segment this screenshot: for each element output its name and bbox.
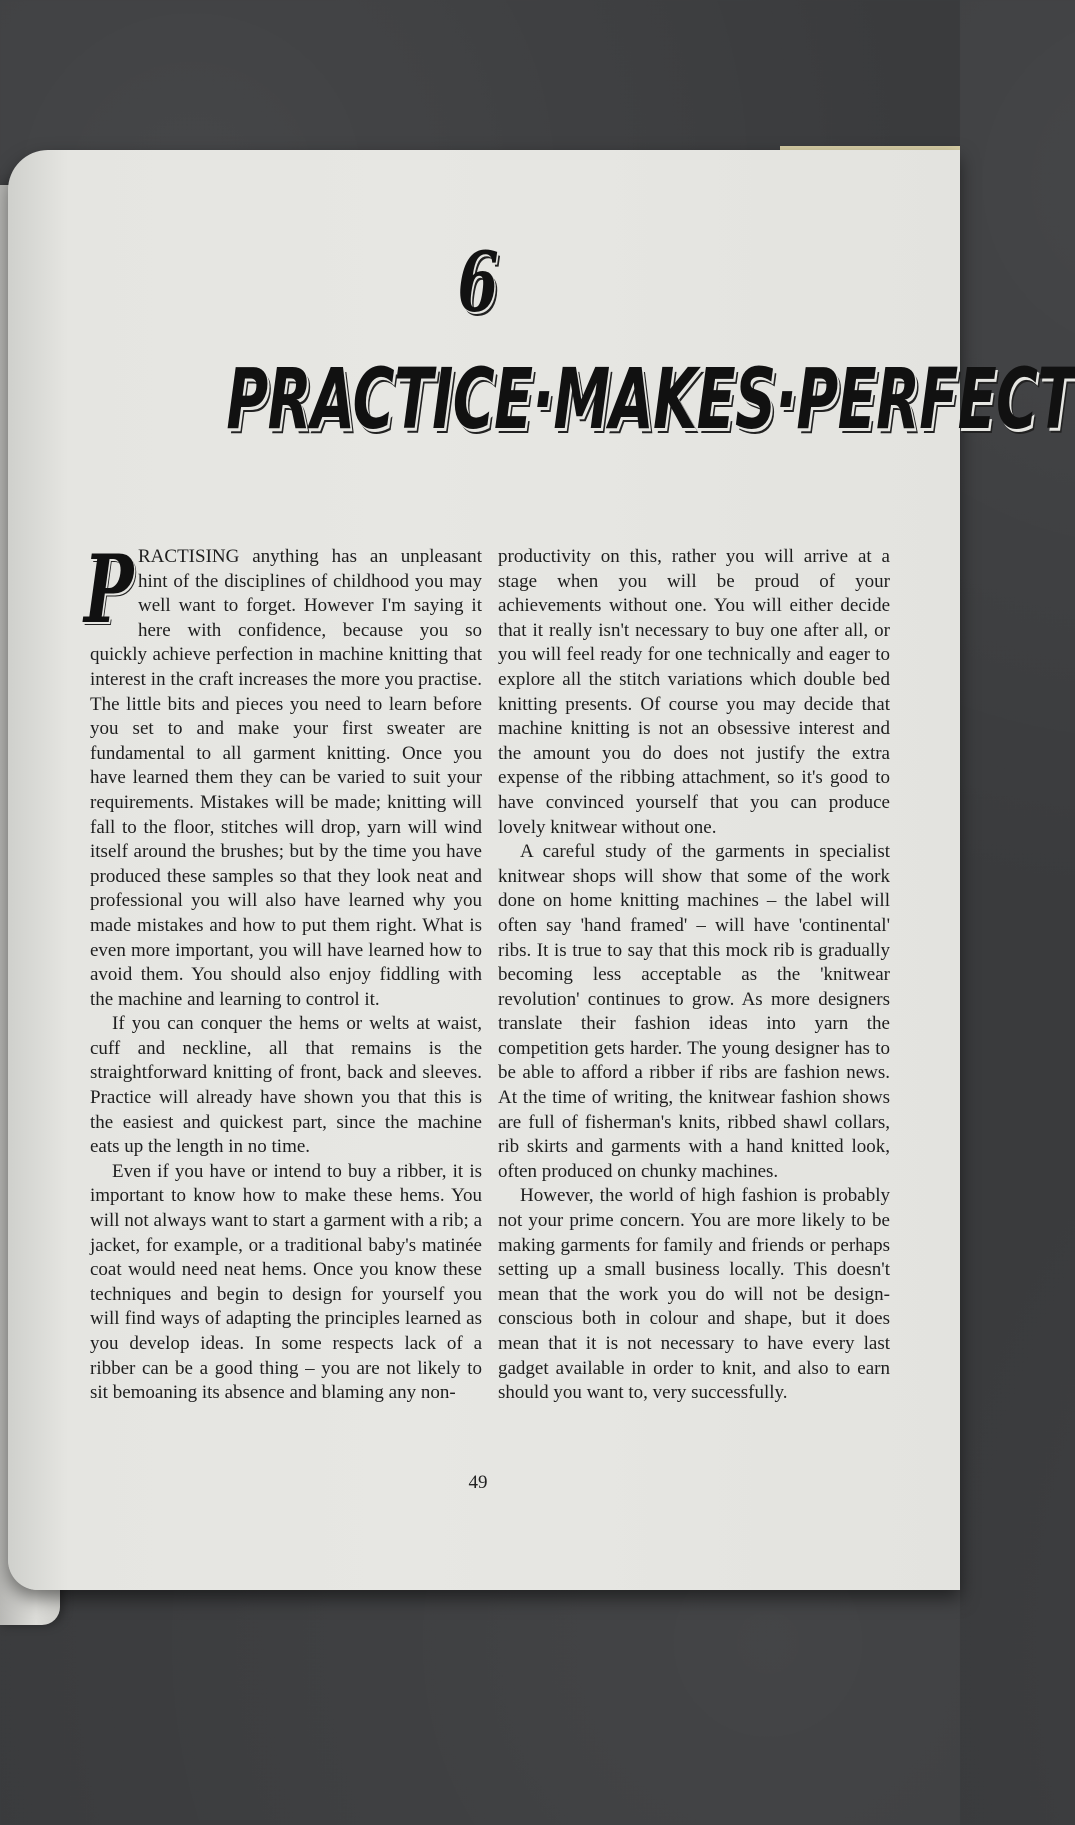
right-column: [498, 545, 890, 1406]
chapter-title: PRACTICE·MAKES·PERFECT: [226, 350, 1075, 448]
chapter-number: 6: [457, 235, 499, 331]
paragraph-3: Even if you have or intend to buy a ribber, it is important to know how to make these hems. You will not always want to start a garment with a rib; a jacket, for example, or a traditional baby's matinée coat would need neat hems. Once you know these techniques and begin to design for yourself you will find ways of adapting the principles learned as you develop ideas. In some respects lack of a ribber can be a good thing – you are not likely to sit bemoaning its absence and blaming any non-: [90, 1160, 482, 1404]
paragraph-2: If you can conquer the hems or welts at waist, cuff and neckline, all that remains is the straightforward knitting of front, back and sleeves. Practice will already have shown you that this is the easiest and quickest part, since the machine eats up the length in no time.: [90, 1013, 482, 1158]
book-page: [8, 150, 1075, 1590]
text-columns: [84, 535, 920, 1585]
paragraph-1: [84, 535, 482, 1012]
paragraph-5: A careful study of the garments in specialist knitwear shops will show that some of the work done on home knitting machines – the label will often say 'hand framed' – will have 'continental' ribs. It is true to say that this mock rib is gradually becoming less acceptable as the 'knitwear revolution' continues to grow. As more designers translate their fashion ideas into yarn the competition gets harder. The young designer has to be able to afford a ribber if ribs are fashion news. At the time of writing, the knitwear fashion shows are full of fisherman's knits, ribbed shawl collars, rib skirts and garments with a hand knitted look, often produced on chunky machines.: [498, 841, 890, 1182]
paragraph-1-text: RACTISING anything has an unpleasant hint of the disciplines of childhood you may well want to forget. However I'm saying it here with confidence, because you so quickly achieve perfection in machine knitting that interest in the craft increases the more you practise. The little bits and pieces you need to learn before you set to and make your first sweater are fundamental to all garment knitting. Once you have learned them they can be varied to suit your requirements. Mistakes will be made; knitting will fall to the floor, stitches will drop, yarn will wind itself around the brushes; but by the time you have produced these samples so that they look neat and professional you will also have learned why you made mistakes and how to put them right. What is even more important, you will have learned how to avoid them. You should also enjoy fiddling with the machine and learning to control it.: [90, 546, 482, 1010]
drop-cap: P: [84, 535, 134, 645]
left-column: [84, 535, 482, 1406]
paragraph-6: However, the world of high fashion is probably not your prime concern. You are more likely to be making garments for family and friends or perhaps setting up a small business locally. This doesn't mean that the work you do will not be design-conscious both in colour and shape, but it does mean that it is not necessary to have every last gadget available in order to knit, and also to earn should you want to, very successfully.: [498, 1185, 890, 1404]
page-number: 49: [468, 1472, 488, 1493]
paragraph-4: productivity on this, rather you will arrive at a stage when you will be proud of your achievements without one. You will either decide that it really isn't necessary to buy one after all, or you will feel ready for one technically and eager to explore all the stitch variations which double bed knitting presents. Of course you may decide that machine knitting is not an obsessive interest and the amount you do does not justify the extra expense of the ribbing attachment, so it's good to have convinced yourself that you can produce lovely knitwear without one.: [498, 546, 890, 838]
